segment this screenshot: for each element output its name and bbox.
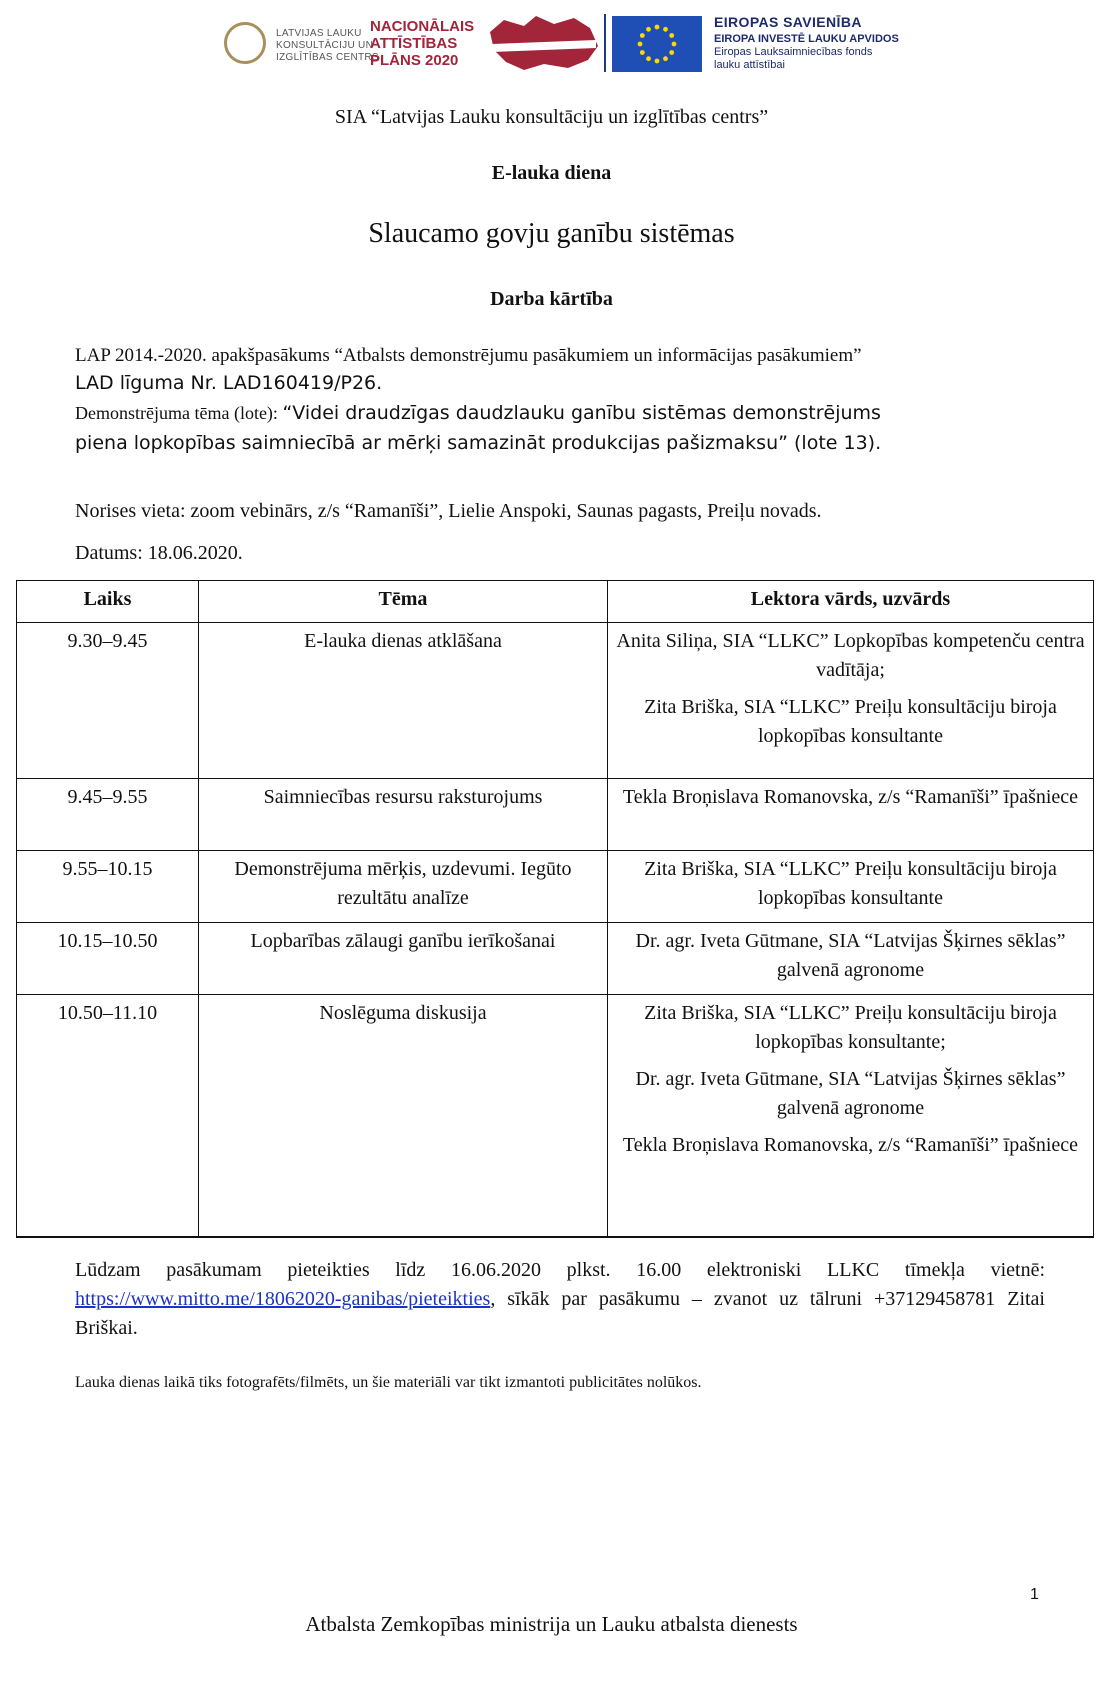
organization-name: SIA “Latvijas Lauku konsultāciju un izglītības centrs” bbox=[334, 106, 769, 128]
row-topic: Saimniecības resursu raksturojums bbox=[199, 779, 608, 851]
llkc-logo-text: LATVIJAS LAUKU KONSULTĀCIJU UN IZGLĪTĪBAS CENTRS bbox=[276, 28, 379, 63]
table-row bbox=[17, 851, 1094, 923]
lap-line: LAP 2014.-2020. apakšpasākums “Atbalsts demonstrējumu pasākumiem un informācijas pasākumiem” bbox=[75, 345, 862, 366]
eu-flag-icon bbox=[612, 16, 702, 72]
registration-text-before: Lūdzam pasākumam pieteikties līdz 16.06.2020 plkst. 16.00 elektroniski LLKC tīmekļa vietnē: bbox=[75, 1259, 1045, 1281]
lecturer: Tekla Broņislava Romanovska, z/s “Ramanīši” īpašniece bbox=[622, 1134, 1079, 1156]
row-topic: Lopbarības zālaugi ganību ierīkošanai bbox=[199, 923, 608, 995]
table-header-row bbox=[17, 581, 1094, 623]
table-row bbox=[17, 995, 1094, 1237]
row-lecturers bbox=[608, 623, 1094, 779]
row-time: 10.50–11.10 bbox=[17, 995, 199, 1237]
row-lecturers bbox=[608, 779, 1094, 851]
logo-divider bbox=[604, 14, 606, 72]
row-time: 10.15–10.50 bbox=[17, 923, 199, 995]
demonstration-theme bbox=[75, 402, 1045, 425]
lecturer: Dr. agr. Iveta Gūtmane, SIA “Latvijas Šķirnes sēklas” galvenā agronome bbox=[635, 1068, 1066, 1119]
lecturer: Zita Briška, SIA “LLKC” Preiļu konsultāciju biroja lopkopības konsultante; bbox=[644, 1002, 1057, 1053]
lecturer: Tekla Broņislava Romanovska, z/s “Ramanīši” īpašniece bbox=[622, 786, 1079, 808]
footer: Atbalsta Zemkopības ministrija un Lauku atbalsta dienests bbox=[305, 1612, 798, 1636]
row-lecturers bbox=[608, 851, 1094, 923]
row-topic: Noslēguma diskusija bbox=[199, 995, 608, 1237]
row-lecturers bbox=[608, 995, 1094, 1237]
lecturer: Zita Briška, SIA “LLKC” Preiļu konsultāciju biroja lopkopības konsultante bbox=[644, 696, 1057, 747]
registration-text-after: , sīkāk par pasākumu – zvanot uz tālruni +37129458781 Zitai Briškai. bbox=[75, 1288, 1045, 1339]
photo-notice: Lauka dienas laikā tiks fotografēts/filmēts, un šie materiāli var tikt izmantoti publicitātes nolūkos. bbox=[75, 1374, 702, 1391]
registration-paragraph bbox=[75, 1256, 1045, 1343]
nap-logo-text: NACIONĀLAIS ATTĪSTĪBAS PLĀNS 2020 bbox=[370, 18, 475, 69]
table-row bbox=[17, 623, 1094, 779]
row-time: 9.55–10.15 bbox=[17, 851, 199, 923]
row-lecturers bbox=[608, 923, 1094, 995]
header-topic: Tēma bbox=[199, 581, 608, 623]
registration-link[interactable]: https://www.mitto.me/18062020-ganibas/pieteikties bbox=[75, 1288, 491, 1310]
schedule-table bbox=[16, 580, 1094, 1238]
theme-text-1: “Videi draudzīgas daudzlauku ganību sistēmas demonstrējums bbox=[282, 402, 881, 424]
table-row bbox=[17, 779, 1094, 851]
event-title: Slaucamo govju ganību sistēmas bbox=[368, 218, 735, 249]
page-number: 1 bbox=[1030, 1586, 1039, 1603]
theme-label: Demonstrējuma tēma (lote): bbox=[75, 403, 283, 423]
llkc-logo-emblem bbox=[224, 22, 266, 64]
eu-logo-text: EIROPAS SAVIENĪBA EIROPA INVESTĒ LAUKU APVIDOS Eiropas Lauksaimniecības fonds lauku attīstībai bbox=[714, 14, 899, 71]
latvia-map-icon bbox=[484, 10, 604, 74]
theme-text-2: piena lopkopības saimniecībā ar mērķi samazināt produkcijas pašizmaksu” (lote 13). bbox=[75, 432, 882, 454]
venue: Norises vieta: zoom vebinārs, z/s “Ramanīši”, Lielie Anspoki, Saunas pagasts, Preiļu novads. bbox=[75, 500, 822, 522]
row-time: 9.30–9.45 bbox=[17, 623, 199, 779]
lecturer: Zita Briška, SIA “LLKC” Preiļu konsultāciju biroja lopkopības konsultante bbox=[644, 858, 1057, 909]
agenda-heading: Darba kārtība bbox=[490, 288, 613, 310]
header-lecturer: Lektora vārds, uzvārds bbox=[608, 581, 1094, 623]
lad-contract-line: LAD līguma Nr. LAD160419/P26. bbox=[75, 372, 383, 394]
row-time: 9.45–9.55 bbox=[17, 779, 199, 851]
row-topic: Demonstrējuma mērķis, uzdevumi. Iegūto rezultātu analīze bbox=[199, 851, 608, 923]
row-topic: E-lauka dienas atklāšana bbox=[199, 623, 608, 779]
event-type: E-lauka diena bbox=[491, 162, 612, 184]
table-row bbox=[17, 923, 1094, 995]
lecturer: Dr. agr. Iveta Gūtmane, SIA “Latvijas Šķirnes sēklas” galvenā agronome bbox=[635, 930, 1066, 981]
event-date: Datums: 18.06.2020. bbox=[75, 542, 243, 564]
lecturer: Anita Siliņa, SIA “LLKC” Lopkopības kompetenču centra vadītāja; bbox=[616, 630, 1085, 681]
header-time: Laiks bbox=[17, 581, 199, 623]
